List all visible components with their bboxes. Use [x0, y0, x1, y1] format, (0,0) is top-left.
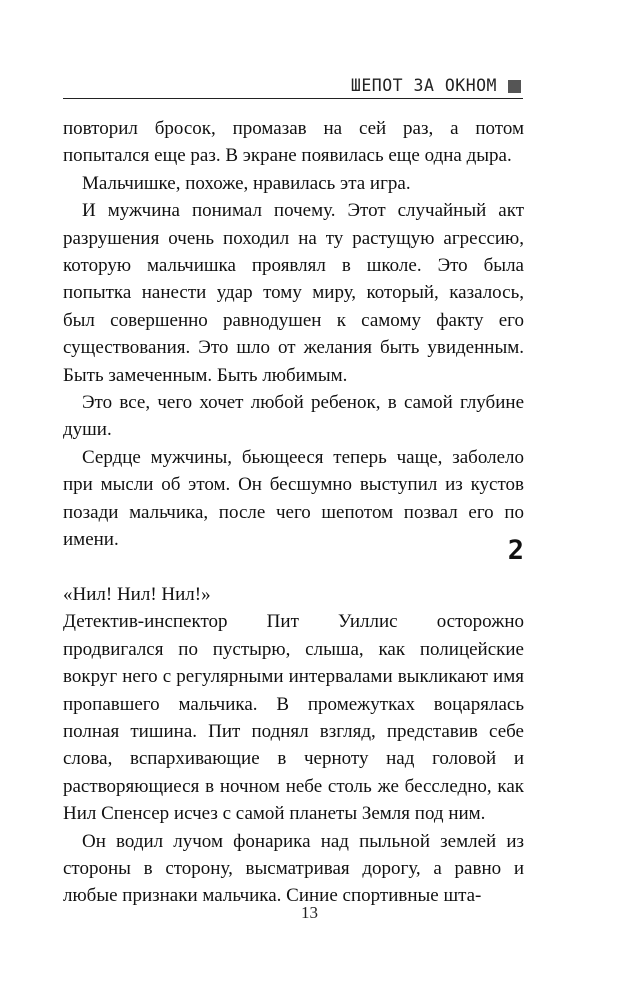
paragraph: «Нил! Нил! Нил!» — [63, 584, 211, 605]
paragraph: И мужчина понимал почему. Этот случайный акт разрушения очень походил на ту растущую агрессию, которую мальчишка проявлял в школе. Это была попытка нанести удар тому миру, который, казалось, был совершенно равнодушен к самому факту его существования. Это шло от желания быть увиденным. Быть замеченным. Быть любимым. — [63, 200, 524, 386]
text-section-1 — [63, 115, 524, 554]
running-header — [63, 76, 523, 99]
paragraph: Он водил лучом фонарика над пыльной землей из стороны в сторону, высматривая дорогу, а равно и любые признаки мальчика. Синие спортивные шта- — [63, 830, 524, 907]
page-number: 13 — [301, 903, 318, 922]
square-ornament-icon — [508, 80, 521, 93]
paragraph: Детектив-инспектор Пит Уиллис осторожно продвигался по пустырю, слыша, как полицейские вокруг него с регулярными интервалами выкликают имя пропавшего мальчика. В промежутках воцарялась полная тишина. Пит поднял взгляд, представив себе слова, вспархивающие в черноту над головой и растворяющиеся в ночном небе столь же бесследно, как Нил Спенсер исчез с самой планеты Земля под ним. — [63, 611, 524, 825]
running-title: ШЕПОТ ЗА ОКНОМ — [350, 76, 497, 95]
text-section-2 — [63, 581, 524, 910]
paragraph: Мальчишке, похоже, нравилась эта игра. — [82, 172, 411, 194]
chapter-number: 2 — [507, 535, 524, 566]
paragraph: повторил бросок, промазав на сей раз, а потом попытался еще раз. В экране появилась еще одна дыра. — [63, 118, 524, 167]
paragraph: Это все, чего хочет любой ребенок, в самой глубине души. — [63, 392, 524, 441]
paragraph: Сердце мужчины, бьющееся теперь чаще, заболело при мысли об этом. Он бесшумно выступил из кустов позади мальчика, после чего шепотом позвал его по имени. — [63, 446, 524, 551]
